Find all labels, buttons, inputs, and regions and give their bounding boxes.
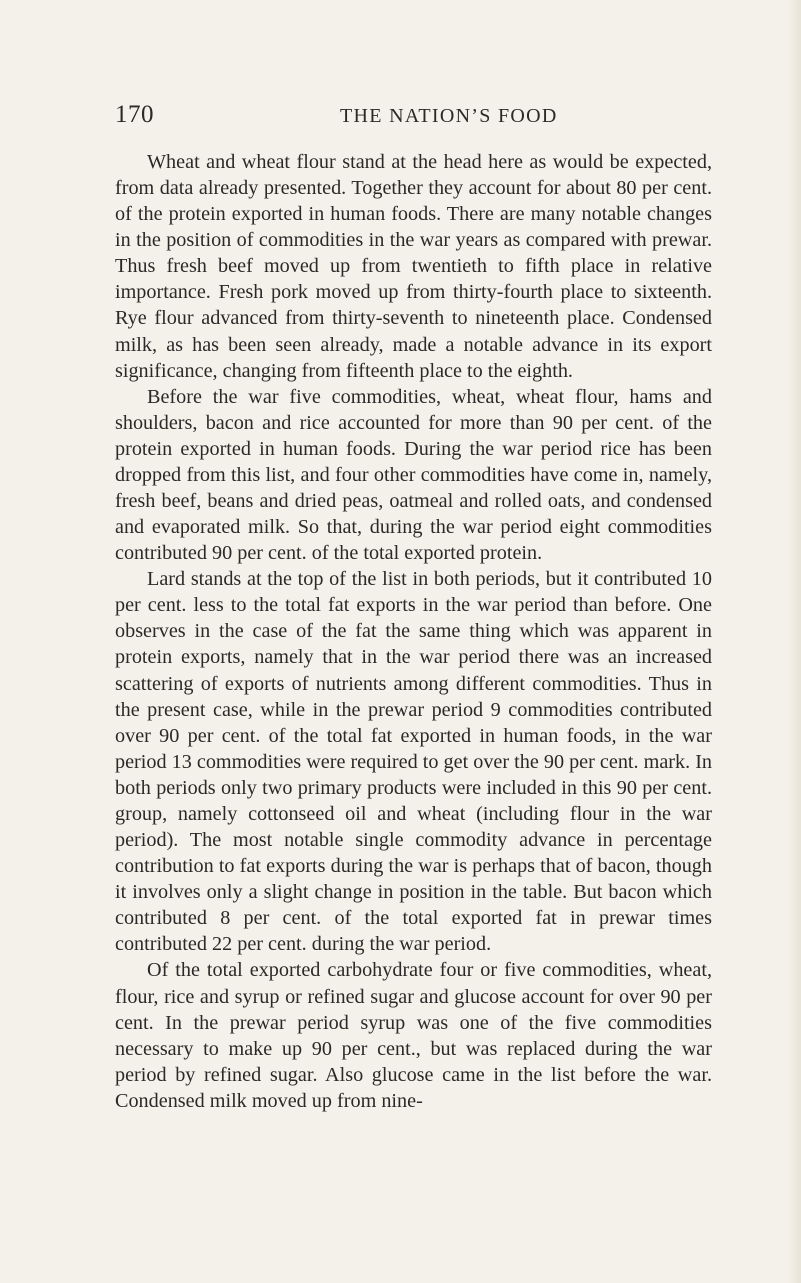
paragraph: Of the total exported carbohydrate four or five commodities, wheat, flour, rice and syrup or refined sugar and glucose account for over 90 per cent. In the prewar period syrup was one of the five commodities necessary to make up 90 per cent., but was replaced during the war period by refined sugar. Also glucose came in the list before the war. Condensed milk moved up from nine- xyxy=(115,959,712,1112)
running-head xyxy=(115,101,712,131)
running-title: THE NATION’S FOOD xyxy=(340,105,558,127)
page-number: 170 xyxy=(115,101,154,128)
paragraph: Lard stands at the top of the list in both periods, but it contributed 10 per cent. less to the total fat exports in the war period than before. One observes in the case of the fat the same thing which was apparent in protein exports, namely that in the war period there was an increased scattering of exports of nutrients among different commodities. Thus in the present case, while in the prewar period 9 commodities contributed over 90 per cent. of the total fat exported in human foods, in the war period 13 commodities were required to get over the 90 per cent. mark. In both periods only two primary products were included in this 90 per cent. group, namely cottonseed oil and wheat (including flour in the war period). The most notable single commodity advance in percentage contribution to fat exports during the war is perhaps that of bacon, though it involves only a slight change in position in the table. But bacon which contributed 8 per cent. of the total exported fat in prewar times contributed 22 per cent. during the war period. xyxy=(115,568,713,956)
paragraph: Before the war five commodities, wheat, wheat flour, hams and shoulders, bacon and rice accounted for more than 90 per cent. of the protein exported in human foods. During the war period rice has been dropped from this list, and four other commodities have come in, namely, fresh beef, beans and dried peas, oatmeal and rolled oats, and condensed and evaporated milk. So that, during the war period eight commodities contributed 90 per cent. of the total exported protein. xyxy=(115,385,712,565)
paragraph: Wheat and wheat flour stand at the head here as would be expected, from data already presented. Together they account for about 80 per cent. of the protein exported in human foods. There are many notable changes in the position of commodities in the war years as compared with prewar. Thus fresh beef moved up from twentieth to fifth place in relative importance. Fresh pork moved up from thirty-fourth place to sixteenth. Rye flour advanced from thirty-seventh to nineteenth place. Condensed milk, as has been seen already, made a notable advance in its export significance, changing from fifteenth place to the eighth. xyxy=(115,151,712,382)
body-text xyxy=(115,149,712,1114)
page-edge-shadow xyxy=(787,0,801,1283)
